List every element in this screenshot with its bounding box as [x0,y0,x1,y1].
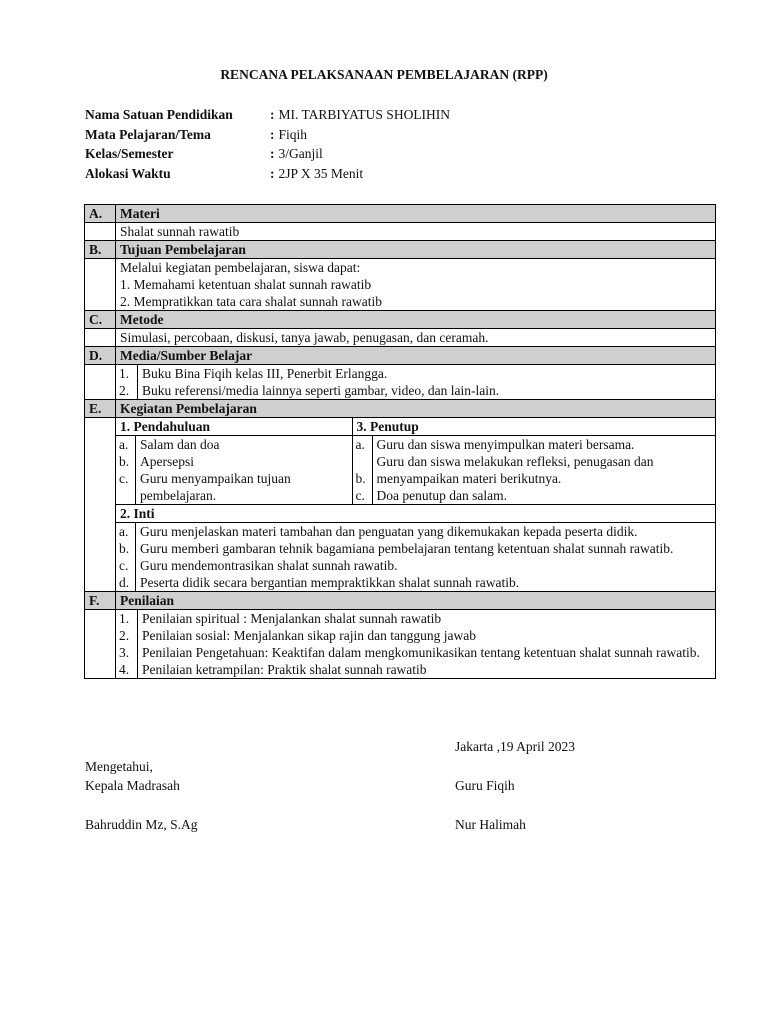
list-marker: d. [116,574,136,591]
list-text: Doa penutup dan salam. [376,488,507,503]
pendahuluan-list [116,436,352,504]
list-item [116,540,715,557]
list-text: Buku referensi/media lainnya seperti gambar, video, dan lain-lain. [142,383,500,398]
pendahuluan-title: 1. Pendahuluan [116,418,352,436]
list-number: 3. [116,644,138,661]
list-text: Guru memberi gambaran tehnik bagamiana pembelajaran tentang ketentuan shalat sunnah rawatib. [140,541,674,556]
section-e-header [85,400,716,418]
identity-value: 3/Ganjil [278,146,323,161]
identity-row-time [85,165,450,185]
section-f-body [85,610,716,679]
section-letter: E. [85,400,116,418]
section-c-body [85,329,716,347]
list-item [116,470,352,504]
list-text: Guru menyampaikan tujuan pembelajaran. [140,471,291,503]
list-item [116,627,715,644]
list-marker: b. [353,453,373,487]
list-text: Peserta didik secara bergantian mempraktikkan shalat sunnah rawatib. [140,575,520,590]
teacher-name: Nur Halimah [455,817,526,832]
media-list [116,365,715,399]
acknowledge-label: Mengetahui, [85,759,153,774]
identity-row-class [85,145,450,165]
section-a-body [85,223,716,241]
section-e-body [85,418,716,592]
list-marker: a. [116,523,136,540]
assessment-list [116,610,715,678]
section-title: Media/Sumber Belajar [116,347,716,365]
list-item [116,453,352,470]
section-letter: C. [85,311,116,329]
list-text: Guru dan siswa melakukan refleksi, penugasan dan menyampaikan materi berikutnya. [376,454,654,486]
section-b-body [85,259,716,311]
headmaster-role: Kepala Madrasah [85,778,180,793]
list-item [116,661,715,678]
section-b-header [85,241,716,259]
identity-colon: : [270,165,275,181]
section-title: Penilaian [116,592,716,610]
identity-label: Mata Pelajaran/Tema [85,126,211,142]
list-marker: c. [116,557,136,574]
section-title: Tujuan Pembelajaran [116,241,716,259]
section-letter: D. [85,347,116,365]
list-item [116,644,715,661]
list-text: Penilaian Pengetahuan: Keaktifan dalam mengkomunikasikan tentang ketentuan shalat sunnah rawatib. [142,645,700,660]
section-content: Simulasi, percobaan, diskusi, tanya jawab, penugasan, dan ceramah. [116,329,716,347]
list-item [116,365,715,382]
list-item [116,436,352,453]
list-item [353,487,716,504]
identity-label: Alokasi Waktu [85,165,171,181]
place-date: Jakarta ,19 April 2023 [455,739,575,754]
list-text: Guru mendemontrasikan shalat sunnah rawatib. [140,558,398,573]
headmaster-name: Bahruddin Mz, S.Ag [85,817,198,832]
list-text: Penilaian sosial: Menjalankan sikap rajin dan tanggung jawab [142,628,477,643]
identity-label: Kelas/Semester [85,146,174,161]
list-marker: b. [116,540,136,557]
identity-value: Fiqih [278,126,308,142]
activities-grid [116,418,715,591]
list-item [116,523,715,540]
section-a-header [85,205,716,223]
list-item [116,574,715,591]
section-letter: A. [85,205,116,223]
list-text: Apersepsi [140,454,194,469]
list-number: 2. [116,382,138,399]
identity-colon: : [270,146,275,161]
section-d-body [85,365,716,400]
inti-title: 2. Inti [116,505,715,523]
list-marker: a. [116,436,136,453]
penutup-title: 3. Penutup [352,418,715,436]
section-content: Shalat sunnah rawatib [116,223,716,241]
section-title: Materi [116,205,716,223]
list-marker: c. [353,487,373,504]
list-item [116,557,715,574]
section-f-header [85,592,716,610]
identity-row-school [85,106,450,126]
list-number: 4. [116,661,138,678]
list-item [116,610,715,627]
identity-label: Nama Satuan Pendidikan [85,107,233,122]
list-number: 1. [116,610,138,627]
list-item [353,436,716,453]
list-text: Guru dan siswa menyimpulkan materi bersama. [376,437,635,452]
list-text: Salam dan doa [140,437,220,452]
list-item: 2. Mempratikkan tata cara shalat sunnah rawatib [120,294,383,309]
list-item: 1. Memahami ketentuan shalat sunnah rawatib [120,277,372,292]
section-letter: B. [85,241,116,259]
penutup-list [353,436,716,504]
list-marker: a. [353,436,373,453]
section-c-header [85,311,716,329]
inti-list [116,523,715,591]
rpp-table [84,204,716,679]
identity-colon: : [270,126,275,142]
list-item [116,382,715,399]
section-intro: Melalui kegiatan pembelajaran, siswa dapat: [120,260,361,275]
section-d-header [85,347,716,365]
identity-colon: : [270,107,275,122]
list-item [353,453,716,487]
section-letter: F. [85,592,116,610]
rpp-table-wrapper [84,204,716,679]
list-marker: c. [116,470,136,504]
teacher-role: Guru Fiqih [455,778,515,793]
list-text: Penilaian spiritual : Menjalankan shalat sunnah rawatib [142,611,442,626]
list-text: Guru menjelaskan materi tambahan dan penguatan yang dikemukakan kepada peserta didik. [140,524,638,539]
identity-block [85,106,450,184]
list-number: 2. [116,627,138,644]
list-marker: b. [116,453,136,470]
list-number: 1. [116,365,138,382]
section-title: Metode [116,311,716,329]
document-title: RENCANA PELAKSANAAN PEMBELAJARAN (RPP) [220,67,548,82]
section-title: Kegiatan Pembelajaran [116,400,716,418]
list-text: Buku Bina Fiqih kelas III, Penerbit Erlangga. [142,366,388,381]
identity-row-subject [85,126,450,146]
list-text: Penilaian ketrampilan: Praktik shalat sunnah rawatib [142,662,427,677]
identity-value: 2JP X 35 Menit [278,165,364,181]
identity-value: MI. TARBIYATUS SHOLIHIN [278,107,451,122]
